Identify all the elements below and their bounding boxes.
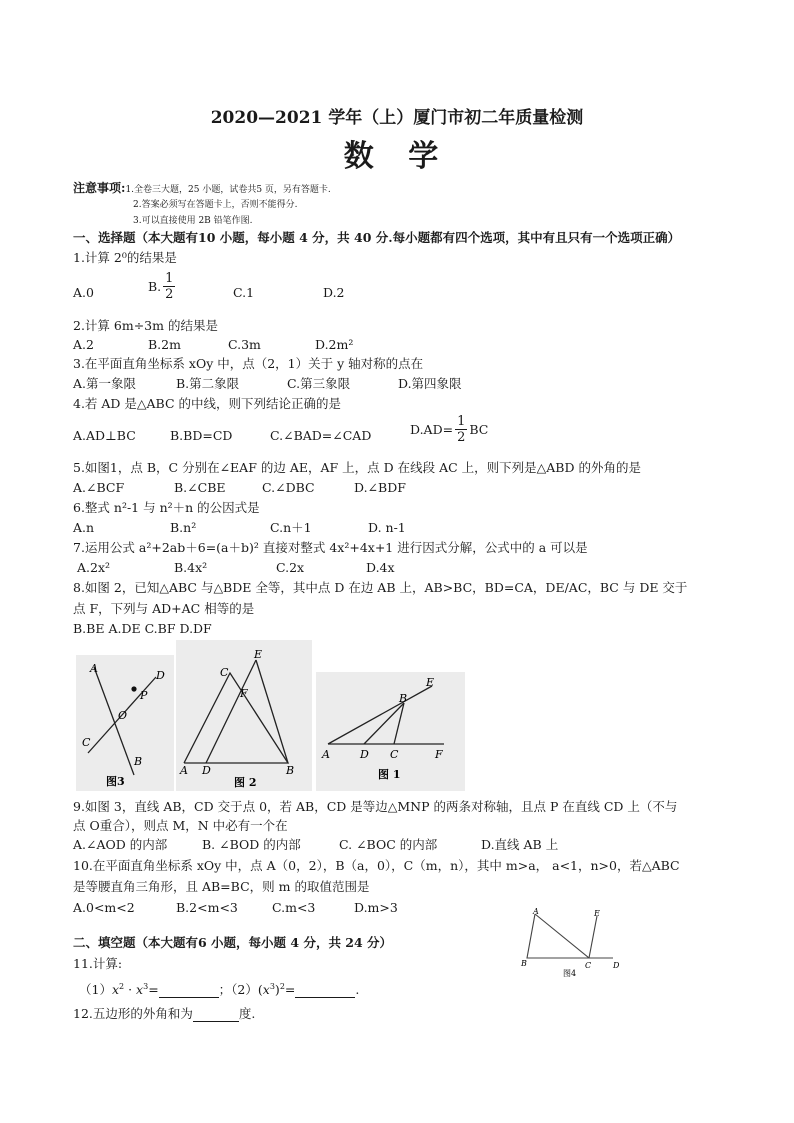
q9-option-c: C. ∠BOC 的内部 <box>339 837 438 852</box>
section2-heading: 二、填空题（本大题有6 小题，每小题 4 分，共 24 分） <box>73 935 393 950</box>
note-item-2: 2.答案必须写在答题卡上，否则不能得分. <box>133 200 298 210</box>
q9-line-2: 点 O重合），则点 M，N 中必有一个在 <box>73 818 288 833</box>
fig2-label-d: D <box>202 764 211 777</box>
q3-option-b: B.第二象限 <box>176 376 240 391</box>
q9-option-b: B. ∠BOD 的内部 <box>202 837 301 852</box>
q10-line-2: 是等腰直角三角形，且 AB=BC，则 m 的取值范围是 <box>73 879 370 894</box>
figure-1 <box>316 672 465 791</box>
q2-option-d: D.2m² <box>315 337 354 352</box>
q7-option-b: B.4x² <box>174 560 208 575</box>
notes-label: 注意事项: <box>73 181 126 195</box>
q12-blank[interactable] <box>193 1009 239 1022</box>
q1-b-denominator: 2 <box>165 287 174 302</box>
q7-option-c: C.2x <box>276 560 305 575</box>
q1-option-a: A.0 <box>73 285 94 300</box>
q1-option-b <box>148 271 177 302</box>
q5-option-a: A.∠BCF <box>73 480 125 495</box>
q1-b-numerator: 1 <box>165 271 174 286</box>
note-item-3: 3.可以直接使用 2B 铅笔作图. <box>133 216 253 226</box>
figure-1-drawing <box>316 672 465 791</box>
q3-stem: 3.在平面直角坐标系 xOy 中，点（2，1）关于 y 轴对称的点在 <box>73 356 424 371</box>
q1-option-c: C.1 <box>233 285 255 300</box>
fig2-label-c: C <box>220 666 229 679</box>
q8-line-2: 点 F，下列与 AD+AC 相等的是 <box>73 601 255 616</box>
q8-line-1: 8.如图 2，已知△ABC 与△BDE 全等，其中点 D 在边 AB 上，AB>BC，BD=CA，DE/AC，BC 与 DE 交于 <box>73 580 688 595</box>
figure-4 <box>505 892 623 982</box>
q4-stem: 4.若 AD 是△ABC 的中线，则下列结论正确的是 <box>73 396 342 411</box>
q9-option-a: A.∠AOD 的内部 <box>73 837 168 852</box>
fig4-label-d: D <box>613 961 620 970</box>
q4-option-d-prefix: D.AD= <box>410 422 454 437</box>
figure-3 <box>76 655 174 791</box>
q12-stem: 12.五边形的外角和为 <box>73 1006 193 1021</box>
fig1-label-a: A <box>322 748 330 761</box>
q11-part2-label: ；（2） <box>218 982 258 997</box>
fig2-label-e: E <box>254 648 263 661</box>
q9-line-1: 9.如图 3，直线 AB，CD 交于点 0，若 AB，CD 是等边△MNP 的两条对称轴，且点 P 在直线 CD 上（不与 <box>73 799 678 814</box>
note-item-1: 1.全卷三大题，25 小题，试卷共5 页，另有答题卡. <box>125 185 331 195</box>
q10-option-a: A.0<m<2 <box>73 900 135 915</box>
fig2-label-b: B <box>286 764 295 777</box>
q11-part1-label: （1） <box>79 982 112 997</box>
q4-option-c: C.∠BAD=∠CAD <box>270 428 372 443</box>
fig1-label-e: E <box>426 676 435 689</box>
fig1-label-c: C <box>390 748 399 761</box>
q12-line <box>73 1006 255 1022</box>
q1-stem: 1.计算 2⁰的结果是 <box>73 250 177 265</box>
fig2-caption: 图 2 <box>234 776 257 789</box>
q11-parts: $(1)x^2 \cdot x^3=$ ；$(2)(x^3)^2=$ . <box>79 981 360 997</box>
notes-line-1 <box>73 180 331 198</box>
q4-d-denominator: 2 <box>457 430 466 445</box>
q1-option-d: D.2 <box>323 285 345 300</box>
q2-option-a: A.2 <box>73 337 94 352</box>
q10-option-b: B.2<m<3 <box>176 900 238 915</box>
q4-option-a: A.AD⊥BC <box>73 428 136 443</box>
section1-heading: 一、选择题（本大题有10 小题，每小题 4 分，共 40 分.每小题都有四个选项，其中有且只有一个选项正确） <box>73 230 681 245</box>
q3-option-a: A.第一象限 <box>73 376 137 391</box>
q5-option-b: B.∠CBE <box>174 480 226 495</box>
q4-d-numerator: 1 <box>457 414 466 429</box>
q10-option-c: C.m<3 <box>272 900 316 915</box>
fig2-label-a: A <box>180 764 188 777</box>
q11-stem: 11.计算: <box>73 956 123 971</box>
exam-title: 2020—2021 学年（上）厦门市初二年质量检测 <box>210 108 584 128</box>
fig1-label-f: F <box>435 748 443 761</box>
q4-option-d-fraction <box>455 414 467 445</box>
fig4-label-a: A <box>533 907 539 916</box>
q6-option-b: B.n² <box>170 520 197 535</box>
q3-option-c: C.第三象限 <box>287 376 351 391</box>
point-p <box>131 686 136 691</box>
q2-option-c: C.3m <box>228 337 261 352</box>
fig4-caption: 图4 <box>563 969 577 978</box>
q4-option-b: B.BD=CD <box>170 428 233 443</box>
figure-4-drawing <box>505 892 623 982</box>
q1-option-b-prefix: B. <box>148 279 162 294</box>
q6-option-a: A.n <box>73 520 95 535</box>
q8-options: B.BE A.DE C.BF D.DF <box>73 621 212 636</box>
q7-stem: 7.运用公式 a²+2ab＋6=(a＋b)² 直接对整式 4x²+4x+1 进行因式分解，公式中的 a 可以是 <box>73 540 588 555</box>
fig3-label-o: O <box>118 709 128 722</box>
figure-3-drawing <box>76 655 174 791</box>
fig3-label-b: B <box>134 755 143 768</box>
fig3-label-p: P <box>140 689 148 702</box>
fig3-label-a: A <box>90 662 98 675</box>
fig1-label-b: B <box>399 692 408 705</box>
q5-stem: 5.如图1，点 B，C 分别在∠EAF 的边 AE，AF 上，点 D 在线段 AC 上，则下列是△ABD 的外角的是 <box>73 460 641 475</box>
q1-option-b-fraction <box>163 271 175 302</box>
fig3-label-d: D <box>156 669 165 682</box>
subject-title: 数 学 <box>343 139 451 174</box>
q6-option-d: D. n-1 <box>368 520 406 535</box>
q2-option-b: B.2m <box>148 337 181 352</box>
q4-option-d-suffix: BC <box>469 422 489 437</box>
q11-blank-1[interactable] <box>159 985 219 998</box>
q9-option-d: D.直线 AB 上 <box>481 837 559 852</box>
figure-2 <box>176 640 312 791</box>
fig1-caption: 图 1 <box>378 768 401 781</box>
q6-option-c: C.n＋1 <box>270 520 312 535</box>
fig4-label-c: C <box>585 961 592 970</box>
q12-unit: 度. <box>238 1006 256 1021</box>
q11-end: . <box>355 982 360 997</box>
fig3-caption: 图3 <box>106 775 125 788</box>
q11-blank-2[interactable] <box>295 985 355 998</box>
q3-option-d: D.第四象限 <box>398 376 462 391</box>
fig3-label-c: C <box>82 736 91 749</box>
q6-stem: 6.整式 n²-1 与 n²＋n 的公因式是 <box>73 500 260 515</box>
q5-option-c: C.∠DBC <box>262 480 315 495</box>
q7-option-d: D.4x <box>366 560 395 575</box>
q10-line-1: 10.在平面直角坐标系 xOy 中，点 A（0，2），B（a，0），C（m，n），其中 m>a， a<1，n>0，若△ABC <box>73 858 680 873</box>
fig1-label-d: D <box>360 748 369 761</box>
fig2-label-f: F <box>240 687 248 700</box>
q7-option-a: A.2x² <box>77 560 111 575</box>
q4-option-d <box>410 414 488 445</box>
q5-option-d: D.∠BDF <box>354 480 406 495</box>
fig4-label-e: E <box>594 909 600 918</box>
q2-stem: 2.计算 6m÷3m 的结果是 <box>73 318 218 333</box>
figure-2-drawing <box>176 640 312 791</box>
fig4-label-b: B <box>521 959 527 968</box>
q10-option-d: D.m>3 <box>354 900 398 915</box>
